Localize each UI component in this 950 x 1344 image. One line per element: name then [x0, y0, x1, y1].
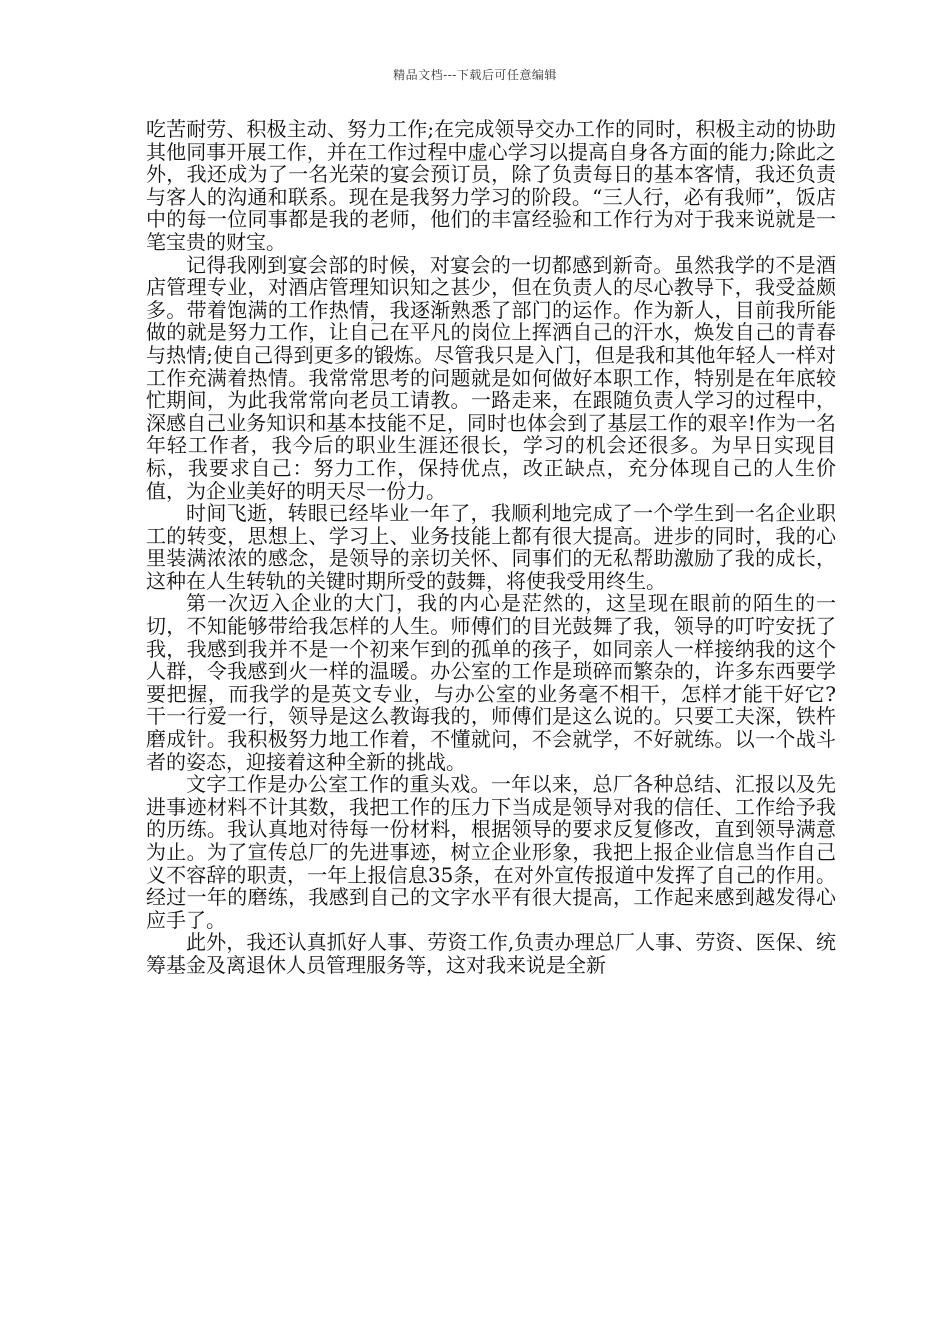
- page-header: 精品文档---下载后可任意编辑: [393, 68, 557, 82]
- paragraph-6: 此外，我还认真抓好人事、劳资工作,负责办理总厂人事、劳资、医保、统筹基金及离退休人员管理服务等，这对我来说是全新: [146, 930, 836, 977]
- paragraph-5: 文字工作是办公室工作的重头戏。一年以来，总厂各种总结、汇报以及先进事迹材料不计其数，我把工作的压力下当成是领导对我的信任、工作给予我的历练。我认真地对待每一份材料，根据领导的要求反复修改，直到领导满意为止。为了宣传总厂的先进事迹，树立企业形象，我把上报企业信息当作自己义不容辞的职责，一年上报信息35条，在对外宣传报道中发挥了自己的作用。经过一年的磨练，我感到自己的文字水平有很大提高，工作起来感到越发得心应手了。: [146, 772, 836, 932]
- document-body: [146, 118, 836, 977]
- paragraph-3: 时间飞逝，转眼已经毕业一年了，我顺利地完成了一个学生到一名企业职工的转变，思想上、学习上、业务技能上都有很大提高。进步的同时，我的心里装满浓浓的感念，是领导的亲切关怀、同事们的无私帮助激励了我的成长，这种在人生转轨的关键时期所受的鼓舞，将使我受用终生。: [146, 501, 836, 593]
- paragraph-4: 第一次迈入企业的大门，我的内心是茫然的，这呈现在眼前的陌生的一切，不知能够带给我怎样的人生。师傅们的目光鼓舞了我，领导的叮咛安抚了我，我感到我并不是一个初来乍到的孤单的孩子，如同亲人一样接纳我的这个人群，令我感到火一样的温暖。办公室的工作是琐碎而繁杂的，许多东西要学要把握，而我学的是英文专业，与办公室的业务毫不相干，怎样才能干好它?干一行爱一行，领导是这么教诲我的，师傅们是这么说的。只要工夫深，铁杵磨成针。我积极努力地工作着，不懂就问，不会就学，不好就练。以一个战斗者的姿态，迎接着这种全新的挑战。: [146, 591, 836, 774]
- paragraph-1: 吃苦耐劳、积极主动、努力工作;在完成领导交办工作的同时，积极主动的协助其他同事开展工作，并在工作过程中虚心学习以提高自身各方面的能力;除此之外，我还成为了一名光荣的宴会预订员，除了负责每日的基本客情，我还负责与客人的沟通和联系。现在是我努力学习的阶段。“三人行，必有我师”，饭店中的每一位同事都是我的老师，他们的丰富经验和工作行为对于我来说就是一笔宝贵的财宝。: [146, 117, 836, 254]
- paragraph-2: 记得我刚到宴会部的时候，对宴会的一切都感到新奇。虽然我学的不是酒店管理专业，对酒店管理知识知之甚少，但在负责人的尽心教导下，我受益颇多。带着饱满的工作热情，我逐渐熟悉了部门的运作。作为新人，目前我所能做的就是努力工作，让自己在平凡的岗位上挥洒自己的汗水，焕发自己的青春与热情;使自己得到更多的锻炼。尽管我只是入门，但是我和其他年轻人一样对工作充满着热情。我常常思考的问题就是如何做好本职工作，特别是在年底较忙期间，为此我常常向老员工请教。一路走来，在跟随负责人学习的过程中，深感自己业务知识和基本技能不足，同时也体会到了基层工作的艰辛!作为一名年轻工作者，我今后的职业生涯还很长，学习的机会还很多。为早日实现目标，我要求自己：努力工作，保持优点，改正缺点，充分体现自己的人生价值，为企业美好的明天尽一份力。: [146, 252, 836, 503]
